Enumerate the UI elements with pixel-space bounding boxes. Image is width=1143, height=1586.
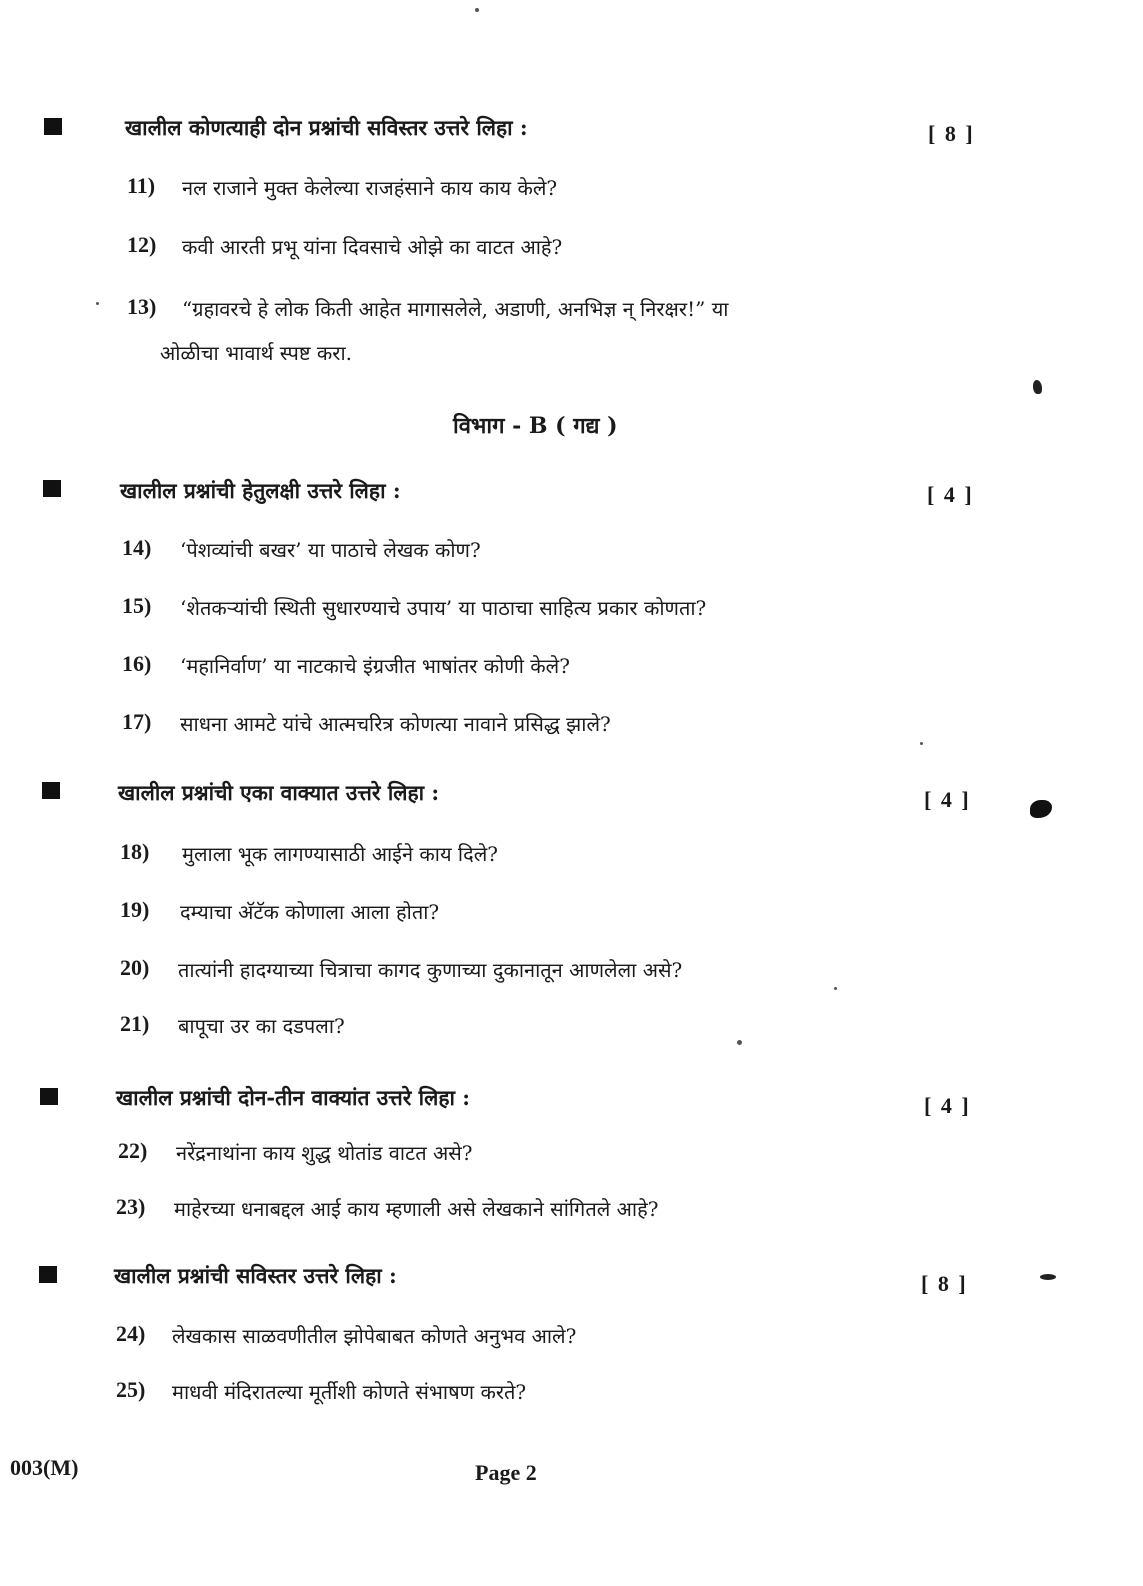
- question-text: माहेरच्या धनाबद्दल आई काय म्हणाली असे लेखकाने सांगितले आहे?: [174, 1197, 659, 1221]
- scan-speck: [1030, 800, 1052, 818]
- instruction-heading: खालील प्रश्नांची दोन-तीन वाक्यांत उत्तरे लिहा :: [116, 1085, 470, 1110]
- instruction-heading: खालील कोणत्याही दोन प्रश्नांची सविस्तर उत्तरे लिहा :: [125, 115, 528, 140]
- instruction-heading: खालील प्रश्नांची सविस्तर उत्तरे लिहा :: [114, 1263, 397, 1288]
- section-bullet: [44, 118, 62, 135]
- instruction-heading: खालील प्रश्नांची हेतुलक्षी उत्तरे लिहा :: [120, 478, 401, 503]
- question-text: कवी आरती प्रभू यांना दिवसाचे ओझे का वाटत आहे?: [182, 235, 563, 259]
- question-text: दम्याचा अ‍ॅटॅक कोणाला आला होता?: [180, 900, 440, 924]
- question-number: 13): [127, 294, 157, 319]
- question-text: ‘शेतकऱ्यांची स्थिती सुधारण्याचे उपाय’ या पाठाचा साहित्य प्रकार कोणता?: [180, 596, 707, 620]
- question-text: तात्यांनी हादग्याच्या चित्राचा कागद कुणाच्या दुकानातून आणलेला असे?: [178, 958, 683, 982]
- scan-speck: [475, 8, 479, 12]
- section-bullet: [40, 1088, 58, 1105]
- scan-speck: [96, 302, 99, 305]
- question-number: 19): [120, 897, 150, 922]
- question-number: 16): [122, 651, 152, 676]
- question-text: नल राजाने मुक्त केलेल्या राजहंसाने काय काय केले?: [182, 176, 558, 200]
- question-number: 21): [120, 1011, 150, 1036]
- page-number: Page 2: [475, 1460, 537, 1485]
- question-number: 20): [120, 955, 150, 980]
- marks-label: [ 8 ]: [928, 121, 975, 146]
- question-text: मुलाला भूक लागण्यासाठी आईने काय दिले?: [182, 842, 499, 866]
- question-number: 17): [122, 709, 152, 734]
- question-text: “ग्रहावरचे हे लोक किती आहेत मागासलेले, अडाणी, अनभिज्ञ न् निरक्षर!” या: [182, 297, 729, 321]
- instruction-heading: खालील प्रश्नांची एका वाक्यात उत्तरे लिहा :: [118, 780, 440, 805]
- question-text: साधना आमटे यांचे आत्मचरित्र कोणत्या नावाने प्रसिद्ध झाले?: [180, 712, 611, 736]
- scan-speck: [737, 1040, 742, 1045]
- question-text: नरेंद्रनाथांना काय शुद्ध थोतांड वाटत असे?: [176, 1141, 473, 1165]
- marks-label: [ 4 ]: [924, 1093, 971, 1118]
- question-number: 14): [122, 535, 152, 560]
- section-title: विभाग - B ( गद्य ): [453, 413, 618, 439]
- question-number: 24): [116, 1321, 146, 1346]
- question-text: ‘पेशव्यांची बखर’ या पाठाचे लेखक कोण?: [180, 538, 481, 562]
- question-number: 11): [127, 173, 156, 198]
- marks-label: [ 4 ]: [927, 482, 974, 507]
- section-bullet: [43, 480, 61, 497]
- marks-label: [ 8 ]: [921, 1271, 968, 1296]
- question-number: 12): [127, 232, 157, 257]
- question-number: 22): [118, 1138, 148, 1163]
- question-number: 15): [122, 593, 152, 618]
- question-text: लेखकास साळवणीतील झोपेबाबत कोणते अनुभव आले?: [172, 1324, 577, 1348]
- question-number: 25): [116, 1377, 146, 1402]
- question-text: माधवी मंदिरातल्या मूर्तीशी कोणते संभाषण करते?: [172, 1380, 527, 1404]
- question-text: बापूचा उर का दडपला?: [178, 1014, 345, 1038]
- marks-label: [ 4 ]: [924, 787, 971, 812]
- scan-speck: [1040, 1274, 1056, 1280]
- section-bullet: [39, 1266, 57, 1283]
- question-text: ‘महानिर्वाण’ या नाटकाचे इंग्रजीत भाषांतर कोणी केले?: [180, 654, 570, 678]
- scan-speck: [834, 987, 837, 990]
- paper-code: 003(M): [10, 1455, 79, 1480]
- scan-speck: [1033, 380, 1042, 394]
- question-text-continued: ओळीचा भावार्थ स्पष्ट करा.: [160, 341, 353, 365]
- section-bullet: [42, 782, 60, 799]
- scan-speck: [920, 742, 923, 745]
- question-number: 18): [120, 839, 150, 864]
- question-number: 23): [116, 1194, 146, 1219]
